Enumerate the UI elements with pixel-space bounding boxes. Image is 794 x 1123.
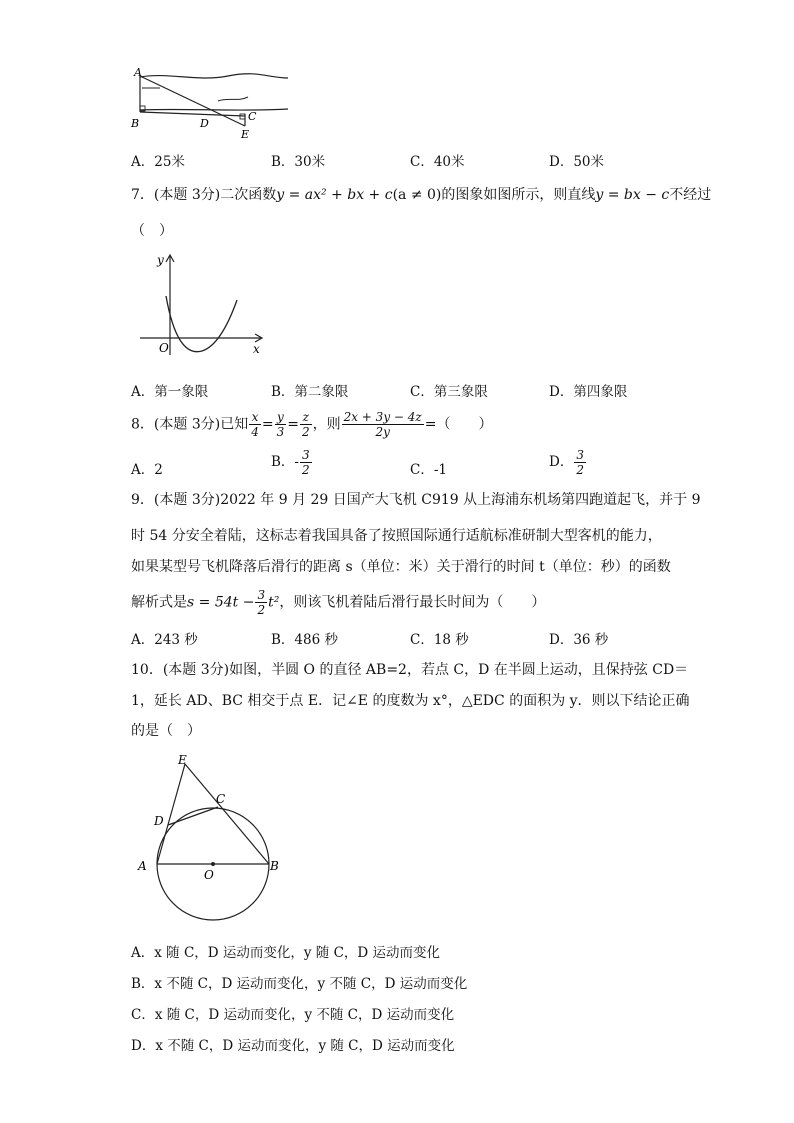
q8-stem: [131, 410, 671, 439]
q6-option-c[interactable]: C．40米: [410, 154, 465, 170]
fraction-x-4: $\frac{x}{4}$: [251, 410, 259, 439]
q6-option-d[interactable]: D．50米: [549, 154, 605, 170]
label-C: C: [248, 110, 257, 123]
q10-line-2: 1，延长 AD、BC 相交于点 E．记∠E 的度数为 x°，△EDC 的面积为 y．则以下结论正确: [131, 693, 690, 709]
q10-option-d[interactable]: D．x 不随 C，D 运动而变化，y 随 C，D 运动而变化: [131, 1038, 455, 1054]
parabola-graph: [135, 250, 265, 360]
q8-tail: =（ ）: [424, 416, 493, 433]
label-E: E: [178, 753, 187, 767]
q8-option-d[interactable]: D． $\frac{3}{2}$: [549, 448, 584, 477]
label-A: A: [134, 66, 142, 79]
segment-AE: [140, 76, 245, 126]
river-bank-mid: [218, 97, 248, 101]
segment-BE: [140, 112, 245, 116]
q7-stem: [131, 185, 712, 205]
label-x: x: [253, 342, 260, 356]
q8-prefix: 8．(本题 3分)已知: [131, 416, 249, 433]
label-E: E: [241, 128, 250, 141]
q9-line4-prefix: 解析式是: [131, 594, 187, 611]
label-A: A: [138, 859, 147, 873]
fraction-3-2-d: $\frac{3}{2}$: [576, 448, 584, 477]
label-O: O: [204, 868, 214, 882]
chord-CD: [168, 807, 218, 825]
q8-then: ，则: [312, 416, 341, 433]
q8-option-c[interactable]: C．-1: [410, 462, 447, 478]
q9-line-3: 如果某型号飞机降落后滑行的距离 s（单位：米）关于滑行的时间 t（单位：秒）的函数: [131, 559, 671, 575]
q7-expr-line: y = bx − c: [595, 187, 670, 203]
q9-line-2: 时 54 分安全着陆，这标志着我国具备了按照国际通行适航标准研制大型客机的能力，: [131, 528, 662, 544]
q9-function-expr: s = 54t −: [187, 594, 255, 611]
label-origin: O: [159, 341, 169, 355]
q6-option-a[interactable]: A．25米: [131, 154, 185, 170]
q7-option-c[interactable]: C．第三象限: [410, 384, 488, 400]
q9-option-d[interactable]: D．36 秒: [549, 632, 609, 648]
fraction-3-2: $\frac{3}{2}$: [257, 588, 266, 617]
q9-line-1: 9．(本题 3分)2022 年 9 月 29 日国产大飞机 C919 从上海浦东机场第四跑道起飞，并于 9: [131, 492, 701, 508]
label-C: C: [216, 792, 226, 806]
q7-suffix: 不经过: [669, 187, 712, 203]
q7-expr-quadratic: y = ax² + bx + c: [276, 187, 393, 203]
label-B: B: [270, 859, 279, 873]
q10-option-c[interactable]: C．x 随 C，D 运动而变化，y 不随 C，D 运动而变化: [131, 1007, 455, 1023]
q10-option-a[interactable]: A．x 随 C，D 运动而变化，y 随 C，D 运动而变化: [131, 945, 441, 961]
q7-prefix: 7．(本题 3分)二次函数: [131, 187, 277, 203]
q9-option-c[interactable]: C．18 秒: [410, 632, 469, 648]
semicircle-figure: [130, 752, 290, 930]
q7-paren: （ ）: [131, 223, 173, 239]
q7-mid: 的图象如图所示，则直线: [441, 187, 596, 203]
fraction-z-2: $\frac{z}{2}$: [301, 410, 310, 439]
q7-option-a[interactable]: A．第一象限: [131, 384, 209, 400]
q9-option-a[interactable]: A．243 秒: [131, 632, 198, 648]
fraction-y-3: $\frac{y}{3}$: [276, 410, 285, 439]
q7-option-b[interactable]: B．第二象限: [271, 384, 349, 400]
equals-2: =: [287, 416, 299, 433]
label-D: D: [154, 814, 164, 828]
label-y: y: [157, 253, 164, 267]
river-measure-figure: [128, 64, 293, 142]
q8-option-b[interactable]: B．- $\frac{3}{2}$: [271, 448, 310, 477]
q10-option-b[interactable]: B．x 不随 C，D 运动而变化，y 不随 C，D 运动而变化: [131, 976, 468, 992]
river-bank-bottom: [140, 109, 288, 110]
fraction-expression: $\frac{2x + 3y - 4z}{2y}$: [343, 410, 422, 439]
q6-option-b[interactable]: B．30米: [271, 154, 326, 170]
parabola-curve: [166, 296, 237, 352]
equals-1: =: [261, 416, 274, 433]
label-D: D: [200, 117, 209, 130]
q7-condition: (a ≠ 0): [392, 187, 442, 203]
q9-line4-suffix: ，则该飞机着陆后滑行最长时间为（ ）: [279, 594, 546, 611]
q7-option-d[interactable]: D．第四象限: [549, 384, 628, 400]
q9-option-b[interactable]: B．486 秒: [271, 632, 338, 648]
q9-line-4: [131, 588, 671, 617]
river-bank-top: [140, 74, 288, 78]
center-dot: [211, 862, 215, 866]
q9-t-squared: t²: [268, 594, 280, 611]
label-B: B: [131, 117, 140, 130]
q10-line-1: 10．(本题 3分)如图，半圆 O 的直径 AB=2，若点 C，D 在半圆上运动，且保持弦 CD＝: [131, 662, 689, 678]
q8-option-a[interactable]: A．2: [131, 462, 163, 478]
q10-line-3: 的是（ ）: [131, 723, 201, 739]
fraction-3-2-b: $\frac{3}{2}$: [301, 448, 310, 477]
